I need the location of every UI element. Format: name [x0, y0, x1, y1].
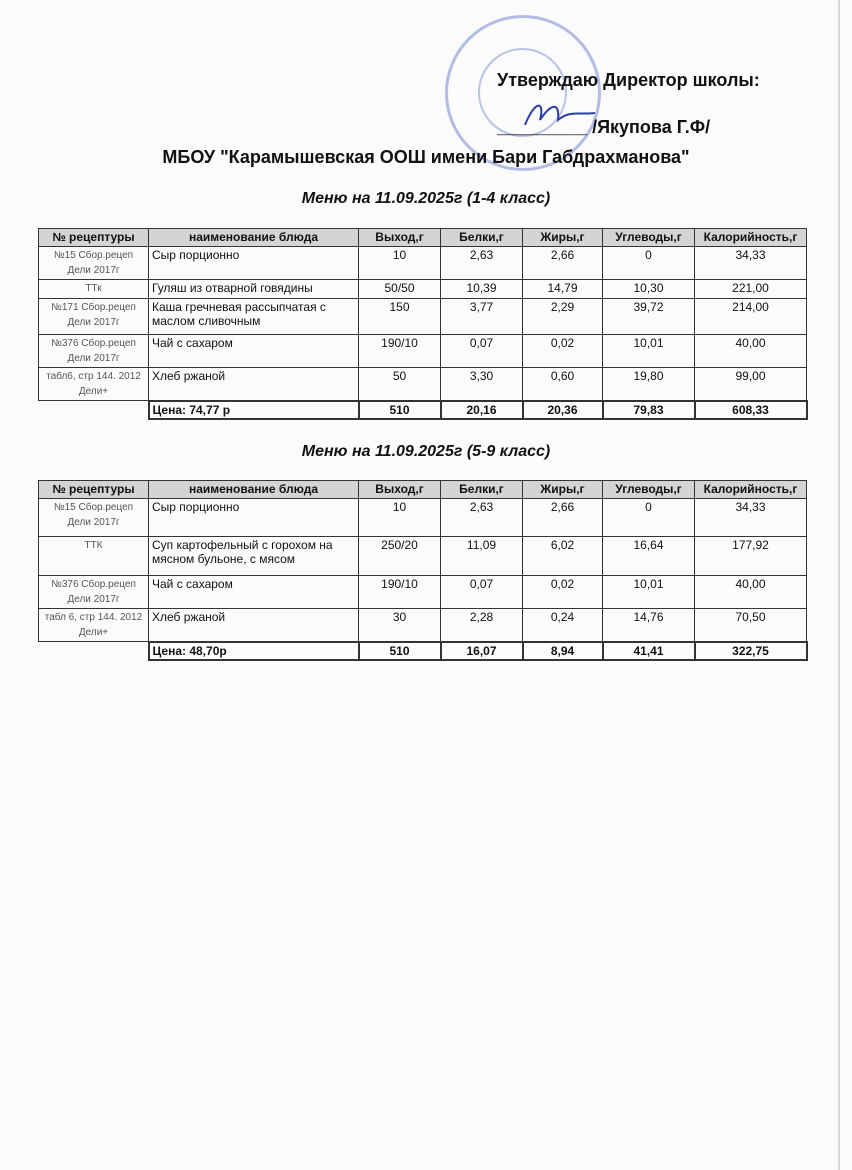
menu-title-2: Меню на 11.09.2025г (5-9 класс)	[301, 443, 551, 460]
yield-cell: 190/10	[359, 576, 441, 609]
calories-cell: 177,92	[695, 537, 807, 576]
empty-cell	[39, 642, 149, 660]
recipe-code-cell: №376 Сбор.рецеп Дели 2017г	[39, 576, 149, 609]
table-row	[39, 609, 807, 642]
column-header: Калорийность,г	[695, 481, 807, 499]
column-header: № рецептуры	[39, 481, 149, 499]
calories-cell: 221,00	[695, 280, 807, 299]
recipe-code-cell: №376 Сбор.рецеп Дели 2017г	[39, 335, 149, 368]
calories-cell: 34,33	[695, 499, 807, 537]
total-cell: 79,83	[603, 401, 695, 419]
price-cell: Цена: 74,77 р	[149, 401, 359, 419]
table-row	[39, 335, 807, 368]
recipe-code-cell: табл 6, стр 144. 2012 Дели+	[39, 609, 149, 642]
total-cell: 322,75	[695, 642, 807, 660]
dish-name-cell: Каша гречневая рассыпчатая с маслом сливочным	[149, 299, 359, 335]
total-cell: 510	[359, 401, 441, 419]
fat-cell: 0,60	[523, 368, 603, 401]
protein-cell: 2,63	[441, 499, 523, 537]
fat-cell: 2,29	[523, 299, 603, 335]
empty-cell	[39, 401, 149, 419]
signature-line: _________ /Якупова Г.Ф/	[497, 117, 711, 137]
recipe-code-cell: №15 Сбор.рецеп Дели 2017г	[39, 499, 149, 537]
calories-cell: 70,50	[695, 609, 807, 642]
fat-cell: 14,79	[523, 280, 603, 299]
recipe-code-cell: табл6, стр 144. 2012 Дели+	[39, 368, 149, 401]
recipe-code-cell: №15 Сбор.рецеп Дели 2017г	[39, 247, 149, 280]
yield-cell: 10	[359, 499, 441, 537]
column-header: наименование блюда	[149, 481, 359, 499]
price-cell: Цена: 48,70р	[149, 642, 359, 660]
calories-cell: 99,00	[695, 368, 807, 401]
total-cell: 20,16	[441, 401, 523, 419]
total-row	[39, 642, 807, 660]
calories-cell: 214,00	[695, 299, 807, 335]
carbs-cell: 0	[603, 247, 695, 280]
column-header: Углеводы,г	[603, 229, 695, 247]
fat-cell: 2,66	[523, 247, 603, 280]
table-header-row	[39, 229, 807, 247]
dish-name-cell: Суп картофельный с горохом на мясном бульоне, с мясом	[149, 537, 359, 576]
protein-cell: 0,07	[441, 576, 523, 609]
total-cell: 20,36	[523, 401, 603, 419]
protein-cell: 0,07	[441, 335, 523, 368]
carbs-cell: 10,01	[603, 576, 695, 609]
carbs-cell: 10,30	[603, 280, 695, 299]
dish-name-cell: Гуляш из отварной говядины	[149, 280, 359, 299]
yield-cell: 50/50	[359, 280, 441, 299]
calories-cell: 34,33	[695, 247, 807, 280]
fat-cell: 0,24	[523, 609, 603, 642]
yield-cell: 10	[359, 247, 441, 280]
table-row	[39, 537, 807, 576]
recipe-code-cell: №171 Сбор.рецеп Дели 2017г	[39, 299, 149, 335]
dish-name-cell: Сыр порционно	[149, 499, 359, 537]
protein-cell: 3,30	[441, 368, 523, 401]
page-edge	[838, 0, 840, 1170]
table-row	[39, 576, 807, 609]
total-cell: 8,94	[523, 642, 603, 660]
dish-name-cell: Чай с сахаром	[149, 576, 359, 609]
column-header: Выход,г	[359, 229, 441, 247]
yield-cell: 250/20	[359, 537, 441, 576]
recipe-code-cell: ТТк	[39, 280, 149, 299]
protein-cell: 2,28	[441, 609, 523, 642]
menu-table-1	[38, 228, 808, 420]
protein-cell: 11,09	[441, 537, 523, 576]
fat-cell: 0,02	[523, 335, 603, 368]
column-header: Выход,г	[359, 481, 441, 499]
total-cell: 510	[359, 642, 441, 660]
fat-cell: 0,02	[523, 576, 603, 609]
protein-cell: 2,63	[441, 247, 523, 280]
menu-title-1: Меню на 11.09.2025г (1-4 класс)	[301, 190, 551, 207]
column-header: Углеводы,г	[603, 481, 695, 499]
fat-cell: 2,66	[523, 499, 603, 537]
carbs-cell: 14,76	[603, 609, 695, 642]
column-header: Белки,г	[441, 481, 523, 499]
table-row	[39, 280, 807, 299]
carbs-cell: 0	[603, 499, 695, 537]
column-header: Жиры,г	[523, 229, 603, 247]
table-row	[39, 247, 807, 280]
total-row	[39, 401, 807, 419]
carbs-cell: 16,64	[603, 537, 695, 576]
calories-cell: 40,00	[695, 335, 807, 368]
yield-cell: 150	[359, 299, 441, 335]
column-header: № рецептуры	[39, 229, 149, 247]
table-header-row	[39, 481, 807, 499]
fat-cell: 6,02	[523, 537, 603, 576]
yield-cell: 50	[359, 368, 441, 401]
total-cell: 608,33	[695, 401, 807, 419]
table-row	[39, 368, 807, 401]
total-cell: 16,07	[441, 642, 523, 660]
protein-cell: 3,77	[441, 299, 523, 335]
dish-name-cell: Хлеб ржаной	[149, 609, 359, 642]
organization-title: МБОУ "Карамышевская ООШ имени Бари Габдрахманова"	[162, 147, 690, 167]
carbs-cell: 19,80	[603, 368, 695, 401]
column-header: наименование блюда	[149, 229, 359, 247]
table-row	[39, 299, 807, 335]
yield-cell: 30	[359, 609, 441, 642]
recipe-code-cell: ТТК	[39, 537, 149, 576]
yield-cell: 190/10	[359, 335, 441, 368]
table-row	[39, 499, 807, 537]
menu-table-2	[38, 480, 808, 661]
approval-heading: Утверждаю Директор школы:	[497, 70, 760, 90]
column-header: Белки,г	[441, 229, 523, 247]
calories-cell: 40,00	[695, 576, 807, 609]
column-header: Жиры,г	[523, 481, 603, 499]
protein-cell: 10,39	[441, 280, 523, 299]
total-cell: 41,41	[603, 642, 695, 660]
dish-name-cell: Сыр порционно	[149, 247, 359, 280]
dish-name-cell: Хлеб ржаной	[149, 368, 359, 401]
dish-name-cell: Чай с сахаром	[149, 335, 359, 368]
carbs-cell: 39,72	[603, 299, 695, 335]
carbs-cell: 10,01	[603, 335, 695, 368]
column-header: Калорийность,г	[695, 229, 807, 247]
